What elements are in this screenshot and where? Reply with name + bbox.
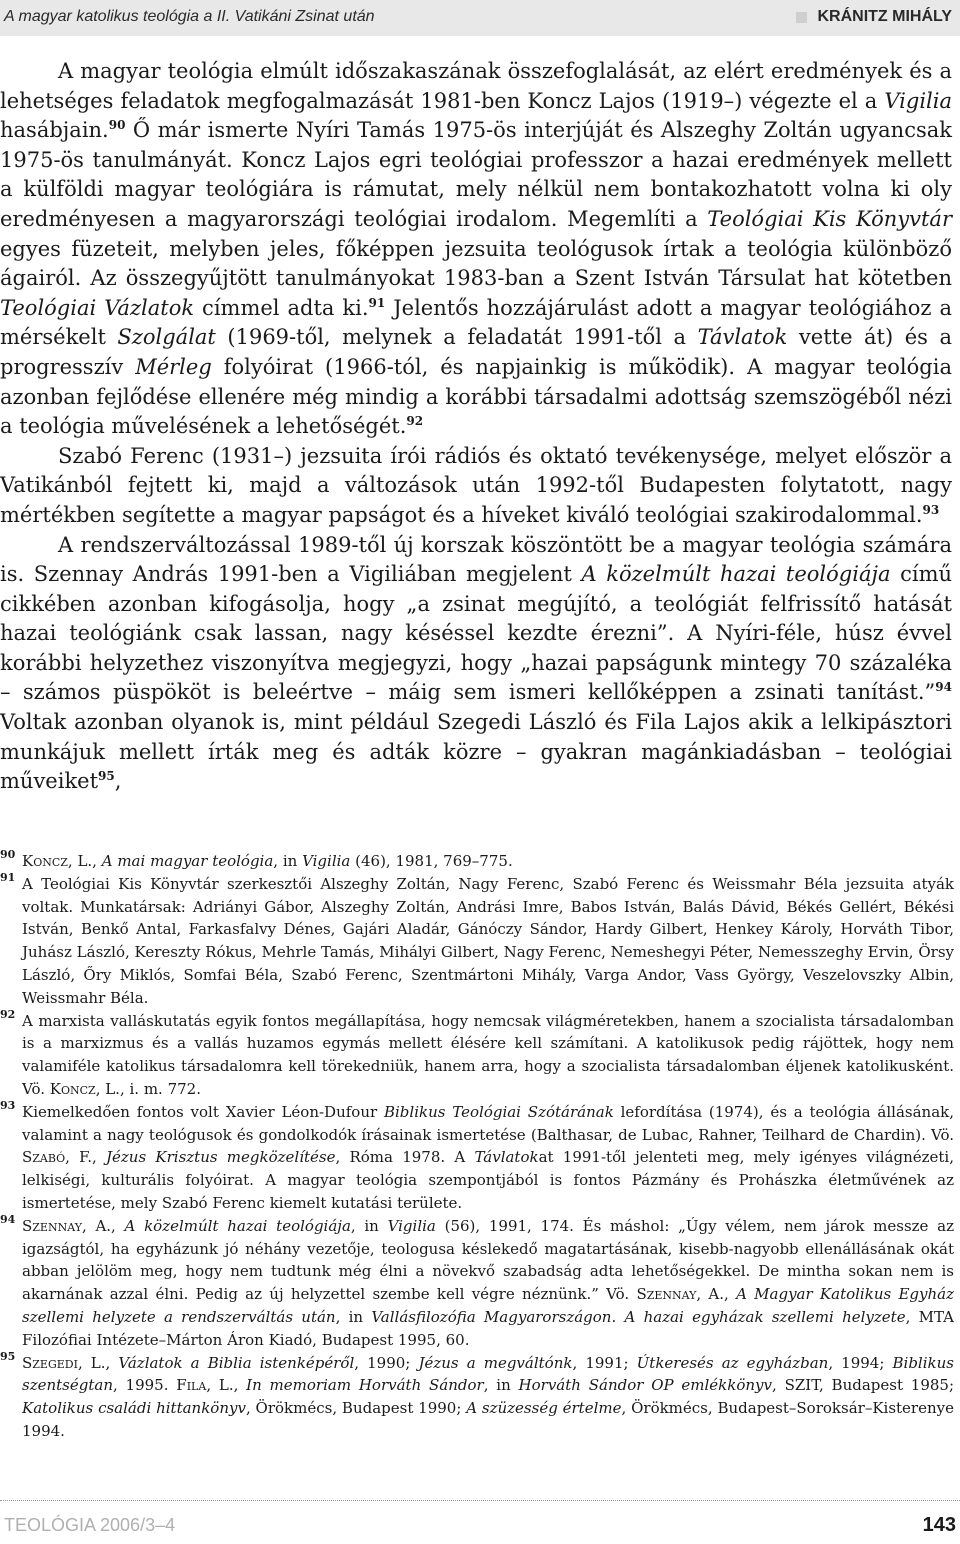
text-run: (1969-től, melynek a feladatát 1991-től a: [215, 325, 698, 350]
footnote-reference: 94: [935, 680, 952, 695]
text-run: , L.,: [67, 852, 102, 870]
text-run: ,: [114, 769, 122, 794]
text-run: A magyar teológia elmúlt időszakaszának összefoglalását, az elért eredmények és a lehetséges feladatok megfogalmazását 1981-ben Koncz Lajos (1919–) végezte el a: [0, 59, 952, 113]
body-paragraph: [0, 531, 952, 797]
text-run: , A.,: [696, 1285, 737, 1304]
footnote-number: 92: [0, 1007, 16, 1021]
italic-text: Biblikus Teológiai Szótárának: [383, 1102, 614, 1121]
text-run: Kiemelkedően fontos volt Xavier Léon-Dufour: [22, 1102, 384, 1121]
footnote-reference: 90: [108, 118, 126, 133]
italic-text: Mérleg: [135, 354, 212, 379]
italic-text: Vigilia: [302, 852, 351, 870]
small-caps-name: Koncz: [49, 1079, 96, 1098]
small-caps-name: Szegedi: [22, 1353, 78, 1372]
running-title: A magyar katolikus teológia a II. Vatikáni Zsinat után: [4, 8, 375, 25]
text-run: Szabó Ferenc (1931–) jezsuita írói rádiós és oktató tevékenysége, melyet először a Vatikánból fejtett ki, majd a változások után 1992-től Budapesten folytatott, nagy mértékben segítette a magyar papságot és a híveket kiváló teológiai szakirodalommal.: [0, 443, 952, 527]
text-run: , SZIT, Budapest 1985;: [772, 1376, 955, 1395]
footnote-reference: 95: [98, 769, 115, 784]
text-run: , Örökmécs, Budapest 1990;: [245, 1399, 467, 1418]
text-run: , F.,: [65, 1148, 107, 1167]
italic-text: Teológiai Vázlatok: [0, 295, 195, 320]
italic-text: Távlatok: [474, 1148, 539, 1167]
text-run: Ő már ismerte Nyíri Tamás 1975-ös interjúját és Alszeghy Zoltán ugyancsak 1975-ös tanulmányát. Koncz Lajos egri teológiai professzor a hazai eredmények mellett a külföldi magyar teológiára is rámutat, mely nélkül nem bontakozhatott volna ki oly eredményesen a magyarországi teológiai irodalom. Megemlíti a: [0, 118, 952, 231]
italic-text: Jézus Krisztus megközelítése: [106, 1148, 336, 1167]
italic-text: In memoriam Horváth Sándor: [246, 1376, 484, 1395]
text-run: című cikkében azonban kifogásolja, hogy „a zsinat megújító, a teológiát felfrissítő hatását hazai teológiánk csak lassan, nagy késéssel kezdte érezni”. A Nyíri-féle, húsz évvel korábbi helyzethez viszonyítva megjegyzi, hogy „hazai papságunk mintegy 70 százaléka – számos püspököt is beleértve – máig sem ismeri kellőképpen a zsinati tanítást.”: [0, 562, 953, 705]
italic-text: A Magyar Katolikus Egyház szellemi helyzete a rendszerváltás után: [22, 1285, 954, 1326]
text-run: , 1991;: [572, 1353, 637, 1372]
running-header: [0, 0, 960, 36]
footnote-number: 95: [0, 1349, 16, 1363]
text-run: , L.,: [77, 1353, 119, 1372]
italic-text: Vázlatok a Biblia istenképéről: [118, 1353, 355, 1372]
body-paragraph: [0, 442, 952, 531]
footnote: [0, 1212, 954, 1352]
footnote-number: 94: [0, 1212, 16, 1226]
page-footer: [0, 1505, 960, 1544]
small-caps-name: Szennay: [22, 1216, 82, 1235]
footnote: [0, 1098, 954, 1215]
italic-text: A mai magyar teológia: [101, 852, 274, 870]
italic-text: Vigilia: [884, 88, 952, 113]
text-run: A Teológiai Kis Könyvtár szerkesztői Alszeghy Zoltán, Nagy Ferenc, Szabó Ferenc és Weissmahr Béla jezsuita atyák voltak. Munkatársak: Adriányi Gábor, Alszeghy Zoltán, Andrási Imre, Babos István, Balás Dávid, Békés Gellért, Békési István, Benkő Antal, Farkasfalvy Dénes, Gajári Aladár, Gánóczy Sándor, Hardy Gilbert, Henkey Károly, Horváth Tibor, Juhász László, Kereszty Rókus, Mehrle Tamás, Mihályi Gilbert, Nagy Ferenc, Nemeshegyi Péter, Nemesszeghy Ervin, Örsy László, Őry Miklós, Somfai Béla, Szabó Ferenc, Szentmártoni Mihály, Varga Andor, Vass György, Veszelovszky Albin, Weissmahr Béla.: [22, 874, 954, 1007]
text-run: , Róma 1978. A: [335, 1148, 475, 1167]
text-run: , in: [483, 1376, 519, 1395]
text-run: Jelentős hozzájárulást adott a magyar teológiához a mérsékelt: [0, 295, 952, 350]
running-author: KRÁNITZ MIHÁLY: [817, 8, 952, 25]
footnote: [0, 870, 954, 1010]
text-run: , A.,: [81, 1216, 125, 1235]
italic-text: Vallásfilozófia Magyarországon: [371, 1307, 612, 1326]
body-paragraph: [0, 57, 952, 442]
italic-text: Teológiai Kis Könyvtár: [707, 206, 952, 231]
text-run: , L.,: [206, 1376, 247, 1395]
italic-text: A hazai egyházak szellemi helyzete: [624, 1307, 906, 1326]
italic-text: Útkeresés az egyházban: [636, 1353, 829, 1372]
small-caps-name: Koncz: [22, 852, 68, 870]
text-run: , L., i. m. 772.: [95, 1079, 201, 1098]
text-run: at 1991-től jelenteti meg, mely igényes világnézeti, lelkiségi, kulturális folyóirat. A magyar teológia szempontjából is fontos Pázmány és Prohászka életművének az ismertetése, mely Szabó Ferenc kiemelt kutatási területe.: [22, 1148, 954, 1212]
text-run: , in: [273, 852, 303, 870]
text-run: egyes füzeteit, melyben jeles, főképpen jezsuita teológusok írtak a teológia különböző ágairól. Az összegyűjtött tanulmányokat 1983-ban a Szent István Társulat hat kötetben: [0, 236, 952, 291]
italic-text: A közelmúlt hazai teológiája: [581, 562, 891, 587]
square-bullet-icon: [796, 12, 807, 23]
footnote: [0, 1349, 955, 1443]
text-run: A marxista valláskutatás egyik fontos megállapítása, hogy nemcsak világméretekben, hanem a szocialista társadalomban is a marxizmus és a vallás huzamos egymás mellett élésére kell számítani. A katolikusok pedig rájöttek, hogy nem valamiféle katolikus társadalomra kell törekedniük, hanem arra, hogy a szocialista társadalomban éljenek katolikusként. Vö.: [22, 1011, 954, 1098]
text-run: címmel adta ki.: [194, 295, 369, 320]
italic-text: Katolikus családi hittankönyv: [22, 1399, 246, 1418]
small-caps-name: Fila: [176, 1376, 207, 1395]
text-run: vette át) és a progresszív: [0, 325, 952, 379]
footnote-reference: 92: [406, 414, 424, 429]
text-run: (46), 1981, 769–775.: [350, 852, 513, 870]
journal-issue: TEOLÓGIA 2006/3–4: [4, 1515, 176, 1535]
text-run: , in: [335, 1307, 372, 1326]
text-run: A rendszerváltozással 1989-től új korszak köszöntött be a magyar teológia számára is. Szennay András 1991-ben a Vigiliában megjelent: [0, 532, 952, 587]
footnote-number: 91: [0, 870, 16, 884]
text-run: (56), 1991, 174. És máshol: „Úgy vélem, nem járok messze az igazságtól, ha egyházunk jó néhány vezetője, teologusa késlekedő magatartásának, kisebb-nagyobb ellenállásának okát abban jelölöm meg, hogy nem tudtunk még élni a növekvő szabadság adta lehetőségekkel. De mintha sokan nem is akarnának azzal élni. Pedig az új helyzettel szembe kell végre néznünk.” Vö.: [22, 1216, 954, 1304]
text-run: folyóirat (1966-tól, és napjainkig is működik). A magyar teológia azonban fejlődése ellenére még mindig a korábbi társadalmi adottság szemszögéből nézi a teológia művelésének a lehetőségét.: [0, 354, 952, 439]
text-run: .: [611, 1307, 625, 1326]
small-caps-name: Szennay: [636, 1285, 697, 1304]
italic-text: Vigilia: [387, 1216, 436, 1235]
text-run: , MTA Filozófiai Intézete–Márton Áron Kiadó, Budapest 1995, 60.: [22, 1307, 954, 1349]
small-caps-name: Szabó: [22, 1148, 66, 1167]
footnote-reference: 91: [368, 295, 386, 310]
text-run: , 1995.: [112, 1376, 177, 1395]
footnote-number: 90: [0, 848, 16, 861]
text-run: , 1990;: [354, 1353, 419, 1372]
page-number: 143: [922, 1514, 956, 1536]
footnote: [0, 1007, 954, 1101]
italic-text: Biblikus szentségtan: [22, 1353, 954, 1395]
italic-text: Horváth Sándor OP emlékkönyv: [518, 1376, 772, 1395]
text-run: Voltak azonban olyanok is, mint például Szegedi László és Fila Lajos akik a lelkipásztori munkájuk mellett írták meg és adták közre – gyakran magánkiadásban – teológiai műveiket: [0, 710, 952, 794]
footnote-reference: 93: [922, 502, 940, 517]
footnote: [0, 850, 954, 873]
main-body-text: [0, 57, 952, 797]
footnotes-section: [0, 850, 954, 1443]
italic-text: Távlatok: [697, 325, 788, 350]
footnote-number: 93: [0, 1098, 16, 1112]
text-run: , 1994;: [828, 1353, 893, 1372]
italic-text: A szüzesség értelme: [466, 1399, 622, 1418]
running-author-block: [796, 8, 952, 26]
italic-text: Szolgálat: [117, 325, 216, 350]
italic-text: Jézus a megváltónk: [418, 1353, 573, 1372]
text-run: lefordítása (1974), és a teológia állásának, valamint a nagy teológusok és gondolkodók írásainak ismertetése (Balthasar, de Lubac, Rahner, Teilhard de Chardin). Vö.: [22, 1102, 954, 1144]
text-run: hasábjain.: [0, 118, 109, 143]
footer-divider: [0, 1500, 960, 1502]
text-run: , Örökmécs, Budapest–Soroksár–Kisterenye 1994.: [22, 1399, 954, 1440]
italic-text: A közelmúlt hazai teológiája: [124, 1216, 351, 1235]
text-run: , in: [350, 1216, 388, 1235]
